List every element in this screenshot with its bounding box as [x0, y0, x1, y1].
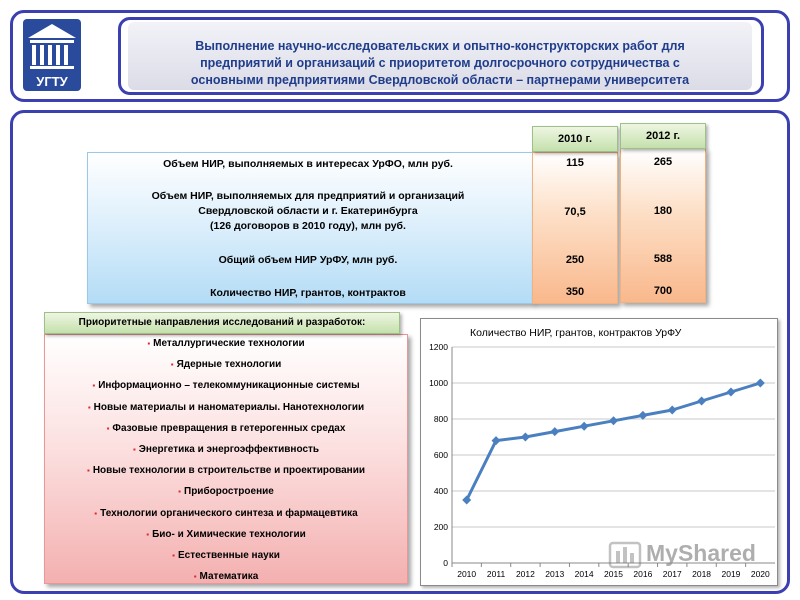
data-point: [726, 388, 735, 397]
priority-item: [44, 507, 408, 520]
priority-item-label: Естественные науки: [177, 550, 280, 561]
priority-item-label: Математика: [199, 571, 259, 583]
x-tick-label: 2018: [692, 569, 712, 579]
x-tick-label: 2015: [604, 569, 623, 579]
data-point: [550, 427, 559, 436]
x-tick-label: 2010: [457, 569, 477, 579]
value-2012-row-2: 180: [653, 205, 673, 217]
x-tick-label: 2013: [545, 569, 565, 579]
priority-item: [44, 528, 408, 541]
year-header-2012: 2012 г.: [620, 123, 706, 149]
data-point: [756, 379, 765, 388]
bullet-icon: ▪: [92, 381, 96, 391]
y-tick-label: 800: [433, 414, 448, 424]
svg-text:УГТУ: УГТУ: [36, 74, 68, 89]
x-tick-label: 2012: [515, 569, 535, 579]
value-2010-row-2: 70,5: [564, 206, 586, 218]
x-tick-label: 2016: [633, 569, 653, 579]
x-tick-label: 2014: [574, 569, 594, 579]
priority-item: [44, 485, 408, 498]
bullet-icon: ▪: [147, 339, 151, 348]
x-tick-label: 2017: [662, 569, 682, 579]
priority-item: [44, 570, 408, 583]
bullet-icon: ▪: [132, 445, 136, 454]
value-2010-row-3: 250: [565, 254, 585, 266]
priority-item: [44, 443, 408, 456]
priority-item-label: Энергетика и энергоэффективность: [138, 444, 320, 455]
y-tick-label: 1000: [429, 378, 448, 388]
y-tick-label: 400: [433, 486, 448, 496]
data-point: [580, 422, 589, 431]
bullet-icon: ▪: [146, 529, 150, 539]
priority-item-label: Био- и Химические технологии: [152, 528, 306, 540]
indicator-label-1: Объем НИР, выполняемых в интересах УрФО, млн руб.: [163, 158, 453, 170]
priority-item: [44, 337, 408, 350]
data-point: [697, 397, 706, 406]
priority-item-label: Приборостроение: [184, 486, 274, 498]
column-2010: [532, 152, 618, 304]
x-tick-label: 2020: [750, 569, 770, 579]
priority-item: [44, 358, 408, 371]
bullet-icon: ▪: [170, 360, 174, 370]
priority-item-label: Технологии органического синтеза и фармацевтика: [100, 507, 358, 519]
watermark-text: MyShared: [646, 540, 756, 566]
priority-item-label: Информационно – телекоммуникационные системы: [98, 380, 360, 392]
y-tick-label: 600: [433, 450, 448, 460]
x-tick-label: 2011: [486, 569, 506, 579]
data-point: [668, 406, 677, 415]
indicator-label-3: Общий объем НИР УрФУ, млн руб.: [218, 254, 398, 266]
value-2010-row-1: 115: [566, 157, 584, 169]
data-point: [609, 416, 618, 425]
series-line: [467, 383, 761, 500]
priority-item-label: Новые технологии в строительстве и проектировании: [92, 465, 365, 477]
bullet-icon: ▪: [193, 572, 197, 582]
bullet-icon: ▪: [172, 551, 175, 560]
priority-item: [44, 549, 408, 562]
value-2010-row-4: 350: [565, 286, 585, 298]
indicator-label-4: Количество НИР, грантов, контрактов: [210, 287, 406, 299]
y-tick-label: 1200: [429, 342, 448, 352]
year-header-2010: 2010 г.: [532, 126, 618, 152]
value-2012-row-4: 700: [653, 285, 673, 297]
bullet-icon: ▪: [87, 402, 91, 412]
priority-item: [44, 401, 408, 414]
bullet-icon: ▪: [94, 508, 98, 518]
value-2012-row-3: 588: [653, 253, 673, 265]
priority-item-label: Новые материалы и наноматериалы. Нанотехнологии: [93, 401, 365, 413]
data-point: [521, 433, 530, 442]
y-tick-label: 200: [433, 522, 448, 532]
column-2012: [620, 148, 706, 303]
university-logo: [22, 18, 82, 92]
chart-title: Количество НИР, грантов, контрактов УрФУ: [470, 327, 682, 339]
y-tick-label: 0: [443, 558, 448, 568]
indicator-label-2: Объем НИР, выполняемых для предприятий и организаций Свердловской области и г. Екатеринбурга (126 договоров в 2010 году), млн руб.: [151, 190, 465, 232]
bullet-icon: ▪: [86, 466, 90, 476]
priority-item-label: Ядерные технологии: [176, 359, 282, 371]
priorities-list-box: [44, 334, 408, 584]
bullet-icon: ▪: [106, 423, 110, 433]
value-2012-row-1: 265: [653, 156, 673, 168]
priority-item: [44, 379, 408, 392]
priorities-heading: Приоритетные направления исследований и разработок:: [44, 312, 400, 334]
bullet-icon: ▪: [178, 487, 182, 497]
priority-item: [44, 464, 408, 477]
priority-item-label: Фазовые превращения в гетерогенных средах: [112, 422, 346, 434]
x-tick-label: 2019: [721, 569, 741, 579]
priority-item-label: Металлургические технологии: [153, 338, 305, 349]
page-title: Выполнение научно-исследовательских и опытно-конструкторских работ для предприятий и организаций с приоритетом долгосрочного сотрудничества с основными предприятиями Свердловской области – партнерами университета: [190, 39, 690, 87]
priority-item: [44, 422, 408, 435]
